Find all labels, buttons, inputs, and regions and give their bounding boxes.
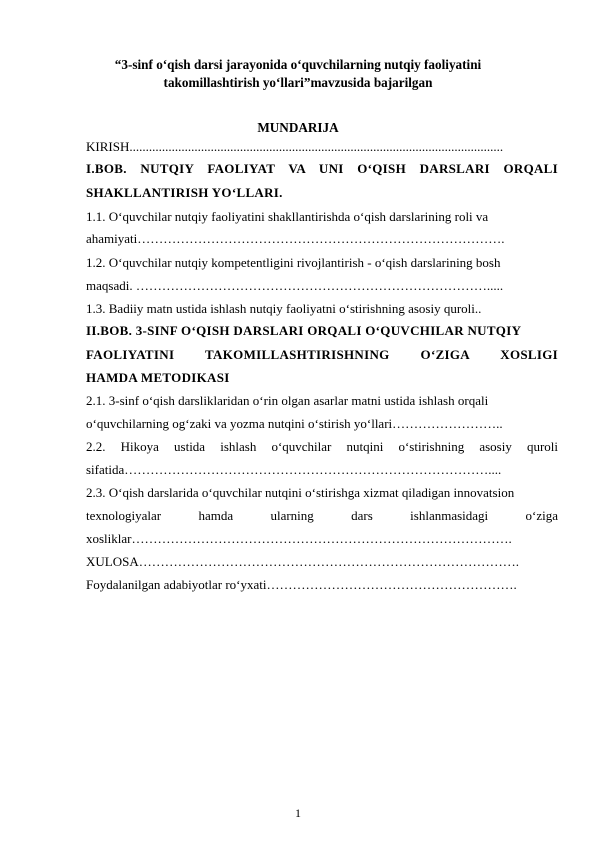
chapter-2-title-line-1: II.BOB. 3-SINF O‘QISH DARSLARI ORQALI O‘QUVCHILAR NUTQIY xyxy=(86,323,522,338)
toc-entry-2-2-line-1: 2.2. Hikoya ustida ishlash o‘quvchilar nutqini o‘stirishning asosiy quroli xyxy=(86,439,558,454)
toc-entry-1-1-line-1: 1.1. O‘quvchilar nutqiy faoliyatini shakllantirishda o‘qish darslarining roli va xyxy=(86,209,489,224)
toc-entry-2-2-line-2: sifatida………………………………………………………………………….... xyxy=(86,462,502,477)
toc-entry-2-3-line-3: xosliklar……………………………………………………………………………. xyxy=(86,531,512,546)
toc-entry-kirish: KIRISH................................................................................................................... xyxy=(86,139,504,154)
contents-heading: MUNDARIJA xyxy=(257,120,339,135)
chapter-1-title-line-1: I.BOB. NUTQIY FAOLIYAT VA UNI O‘QISH DARSLARI ORQALI xyxy=(86,161,558,176)
title-line-2: takomillashtirish yo‘llari”mavzusida bajarilgan xyxy=(163,75,433,90)
toc-entry-2-3-line-1: 2.3. O‘qish darslarida o‘quvchilar nutqini o‘stirishga xizmat qiladigan innovatsion xyxy=(86,485,515,500)
title-line-1: “3-sinf o‘qish darsi jarayonida o‘quvchilarning nutqiy faoliyatini xyxy=(114,57,482,72)
chapter-2-title-line-3: HAMDA METODIKASI xyxy=(86,370,230,385)
toc-entry-xulosa: XULOSA……………………………………………………………………………. xyxy=(86,554,519,569)
chapter-1-title-line-2: SHAKLLANTIRISH YO‘LLARI. xyxy=(86,185,283,200)
toc-entry-1-1-line-2: ahamiyati…………………………………………………………………………. xyxy=(86,231,505,246)
document-title xyxy=(60,56,536,92)
toc-entry-2-1-line-1: 2.1. 3-sinf o‘qish darsliklaridan o‘rin olgan asarlar matni ustida ishlash orqali xyxy=(86,393,489,408)
chapter-2-title-line-2: FAOLIYATINI TAKOMILLASHTIRISHNING O‘ZIGA XOSLIGI xyxy=(86,347,558,362)
page-number: 1 xyxy=(295,806,301,820)
toc-entry-2-1-line-2: o‘quvchilarning og‘zaki va yozma nutqini o‘stirish yo‘llari…………………….. xyxy=(86,416,503,431)
toc-entry-2-3-line-2: texnologiyalar hamda ularning dars ishlanmasidagi o‘ziga xyxy=(86,508,558,523)
toc-entry-1-2-line-2: maqsadi. ………………………………………………………………………..... xyxy=(86,278,504,293)
toc-entry-bibliography: Foydalanilgan adabiyotlar ro‘yxati…………………………………………………. xyxy=(86,577,517,592)
toc-entry-1-3: 1.3. Badiiy matn ustida ishlash nutqiy faoliyatni o‘stirishning asosiy quroli.. xyxy=(86,301,482,316)
toc-entry-1-2-line-1: 1.2. O‘quvchilar nutqiy kompetentligini rivojlantirish - o‘qish darslarining bosh xyxy=(86,255,501,270)
